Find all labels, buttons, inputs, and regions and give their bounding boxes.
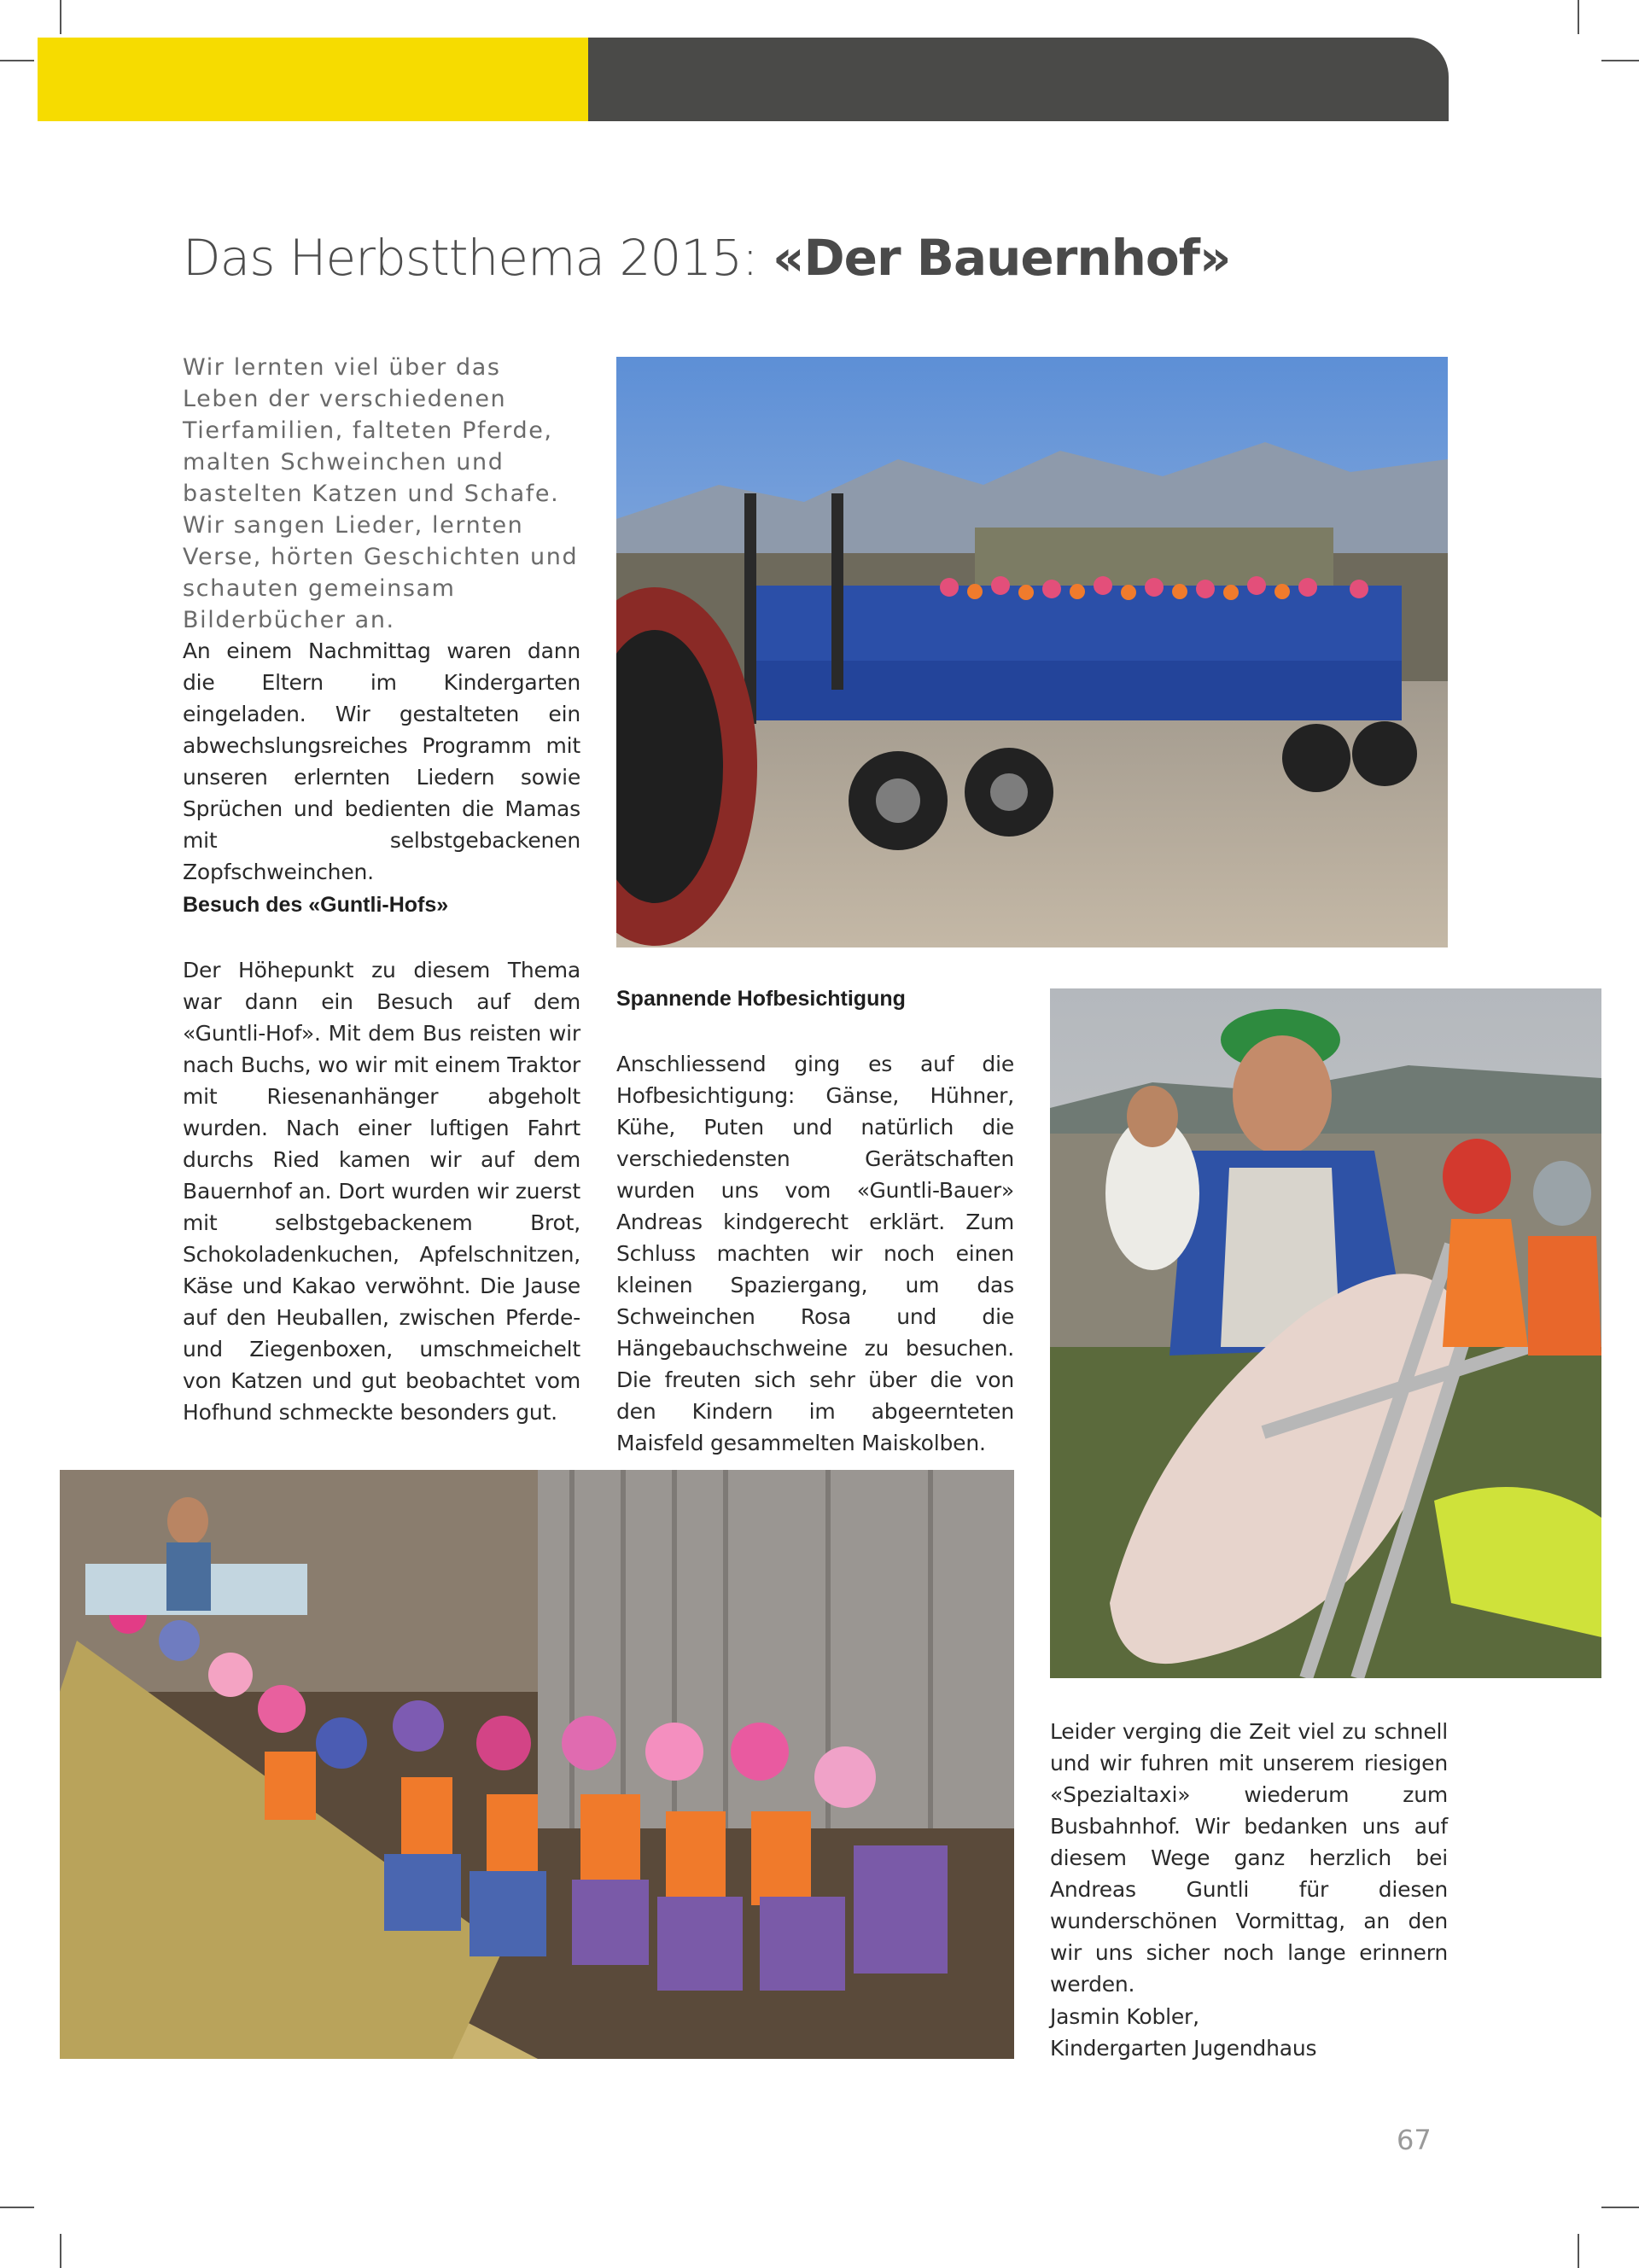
article-title bbox=[183, 229, 1230, 287]
crop-mark bbox=[1601, 60, 1639, 61]
header-section-bar bbox=[588, 38, 1449, 152]
paragraph-parents-visit: An einem Nachmittag waren dann die Eltern im Kindergarten eingeladen. Wir gestalteten ein abwechslungsreiches Programm mit unseren erlernten Liedern sowie Sprüchen und bedienten die Mamas mit selbstgebackenen Zopfschweinchen. bbox=[183, 638, 580, 884]
article-intro: Wir lernten viel über das Leben der verschiedenen Tierfamilien, falteten Pferde, malten Schweinchen und bastelten Katzen und Schafe. Wir sangen Lieder, lernten Verse, hörten Geschichten und schauten gemeinsam Bilderbücher an. bbox=[183, 354, 579, 633]
photo-farmer-pig bbox=[1050, 988, 1601, 1678]
photo-children-hay-bales bbox=[60, 1470, 1014, 2059]
author-institution: Kindergarten Jugendhaus bbox=[1050, 2036, 1317, 2061]
crop-mark bbox=[1578, 2234, 1579, 2268]
paragraph-farm-tour: Anschliessend ging es auf die Hofbesichtigung: Gänse, Hühner, Kühe, Puten und natürlich die verschiedensten Gerätschaften wurden uns vom «Guntli-Bauer» Andreas kindgerecht erklärt. Zum Schluss machten wir noch einen kleinen Spaziergang, um das Schweinchen Rosa und die Hängebauchschweine zu besuchen. Die freuten sich sehr über die von den Kindern im abgeernteten Maisfeld gesammelten Maiskolben. bbox=[616, 1052, 1014, 1455]
paragraph-conclusion: Leider verging die Zeit viel zu schnell und wir fuhren mit unserem riesigen «Spezialtaxi» wiederum zum Busbahnhof. Wir bedanken uns auf diesem Wege ganz herzlich bei Andreas Guntli für diesen wunderschönen Vormittag, an den wir uns sicher noch lange erinnern werden. bbox=[1050, 1719, 1448, 1997]
section-label: BILDUNG bbox=[1193, 120, 1379, 152]
photo-tractor-trailer bbox=[616, 357, 1448, 947]
page-number: 67 bbox=[1397, 2124, 1432, 2156]
article-title-bold: «Der Bauernhof» bbox=[773, 229, 1231, 287]
crop-mark bbox=[1578, 0, 1579, 34]
paragraph-farm-visit: Der Höhepunkt zu diesem Thema war dann ein Besuch auf dem «Guntli-Hof». Mit dem Bus reisten wir nach Buchs, wo wir mit einem Traktor mit Riesenanhänger abgeholt wurden. Nach einer luftigen Fahrt durchs Ried kamen wir auf dem Bauernhof an. Dort wurden wir zuerst mit selbstgebackenem Brot, Schokoladenkuchen, Apfelschnitzen, Käse und Kakao verwöhnt. Die Jause auf den Heuballen, zwischen Pferde- und Ziegenboxen, umschmeichelt von Katzen und gut beobachtet vom Hofhund schmeckte besonders gut. bbox=[183, 958, 580, 1425]
crop-mark bbox=[0, 2207, 34, 2208]
crop-mark bbox=[1601, 2207, 1639, 2208]
article-title-plain: Das Herbstthema 2015: bbox=[183, 229, 758, 287]
author-name: Jasmin Kobler, bbox=[1050, 2004, 1199, 2029]
header-accent-bar bbox=[38, 38, 588, 121]
subhead-guntli-hof: Besuch des «Guntli-Hofs» bbox=[183, 893, 449, 917]
crop-mark bbox=[60, 0, 61, 34]
crop-mark bbox=[0, 60, 34, 61]
subhead-farm-tour: Spannende Hofbesichtigung bbox=[616, 987, 906, 1011]
crop-mark bbox=[60, 2234, 61, 2268]
